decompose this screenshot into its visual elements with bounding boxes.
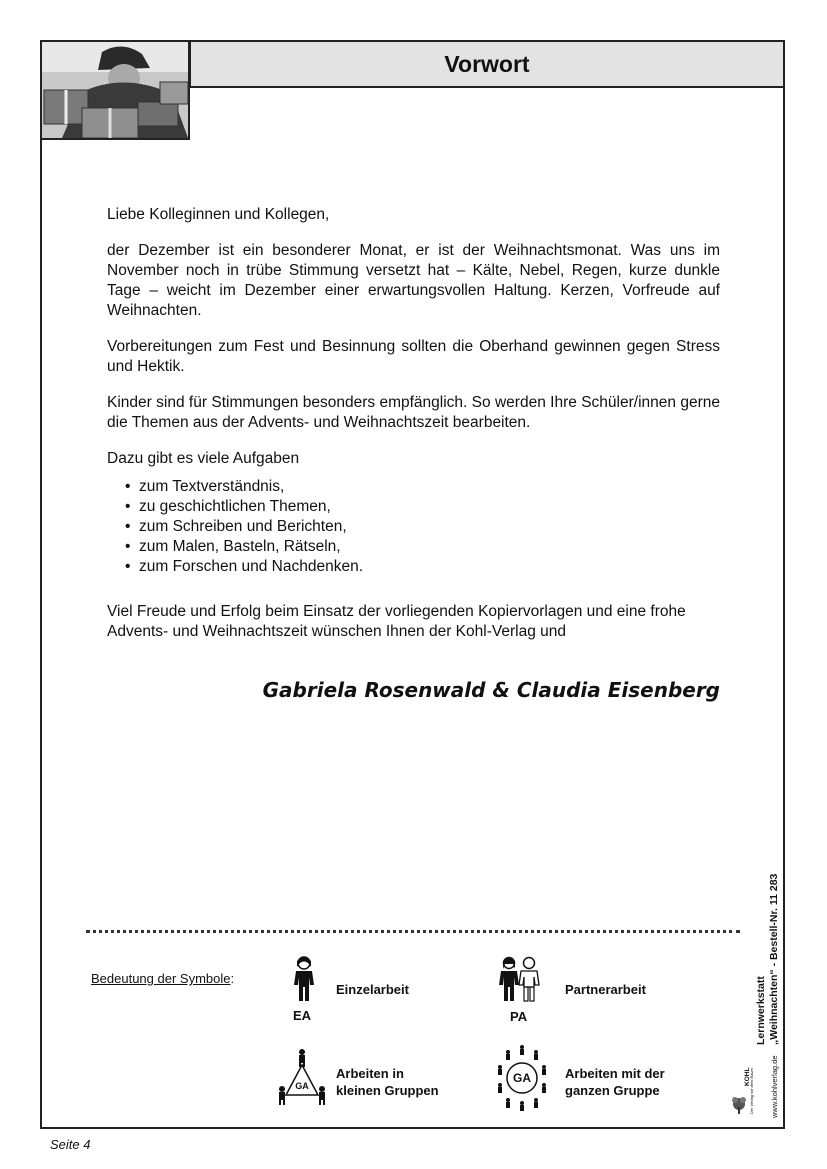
small-group-label-line2: kleinen Gruppen — [336, 1083, 439, 1098]
pa-code: PA — [510, 1009, 528, 1024]
two-people-icon — [497, 955, 541, 1005]
title-bar — [189, 40, 785, 88]
greeting: Liebe Kolleginnen und Kollegen, — [107, 206, 330, 223]
sidebar-order: „Weihnachten“ - Bestell-Nr. 11 283 — [768, 873, 780, 1045]
task-list — [107, 477, 720, 578]
page-number: Seite 4 — [50, 1137, 91, 1152]
list-item: • zum Malen, Basteln, Rätseln, — [125, 537, 720, 557]
ea-code: EA — [293, 1008, 312, 1023]
list-item: • zu geschichtlichen Themen, — [125, 497, 720, 517]
legend-label-text: Bedeutung der Symbole — [91, 971, 231, 986]
logo-brand: KOHL — [744, 1067, 751, 1086]
sidebar-series: Lernwerkstatt — [755, 976, 767, 1045]
closing-paragraph: Viel Freude und Erfolg beim Einsatz der vorliegenden Kopiervorlagen und eine frohe Advents- und Weihnachtszeit wünschen Ihnen der Kohl-Verlag und — [107, 603, 686, 641]
santa-photo — [40, 40, 190, 140]
dotted-divider — [86, 930, 740, 933]
small-group-code: GA — [295, 1081, 309, 1091]
signature: Gabriela Rosenwald & Claudia Eisenberg — [262, 678, 720, 702]
whole-group-label-line2: ganzen Gruppe — [565, 1083, 660, 1098]
small-group-icon — [276, 1047, 328, 1109]
letter-body — [107, 205, 720, 578]
legend-label-colon: : — [230, 971, 235, 986]
logo-tagline: Der Verlag mit dem Baum — [749, 1068, 754, 1114]
pa-label: Partnerarbeit — [565, 982, 646, 997]
sidebar-url: www.kohlverlag.de — [770, 1055, 779, 1118]
paragraph-1: der Dezember ist ein besonderer Monat, er ist der Weihnachtsmonat. Was uns im November noch in trübe Stimmung versetzt hat – Kälte, Nebel, Regen, kurze dunkle Tage – weicht im Dezember einer erwartungsvollen Haltung. Kerzen, Vorfreude auf Weihnachten. — [107, 241, 720, 320]
kohl-logo — [730, 1052, 754, 1114]
page-title: Vorwort — [444, 50, 530, 77]
small-group-label-line1: Arbeiten in — [336, 1066, 404, 1081]
list-item: • zum Forschen und Nachdenken. — [125, 557, 720, 577]
whole-group-code: GA — [513, 1071, 531, 1085]
list-item: • zum Schreiben und Berichten, — [125, 517, 720, 537]
paragraph-2: Vorbereitungen zum Fest und Besinnung sollten die Oberhand gewinnen gegen Stress und Hektik. — [107, 338, 720, 376]
list-item: • zum Textverständnis, — [125, 477, 720, 497]
legend-label — [91, 971, 234, 986]
paragraph-4: Dazu gibt es viele Aufgaben — [107, 449, 300, 467]
ea-label: Einzelarbeit — [336, 982, 409, 997]
page-frame — [40, 40, 785, 1129]
whole-group-label-line1: Arbeiten mit der — [565, 1066, 665, 1081]
paragraph-3: Kinder sind für Stimmungen besonders empfänglich. So werden Ihre Schüler/innen gerne die Themen aus der Advents- und Weihnachtszeit bearbeiten. — [107, 393, 720, 432]
single-person-icon — [290, 955, 318, 1005]
